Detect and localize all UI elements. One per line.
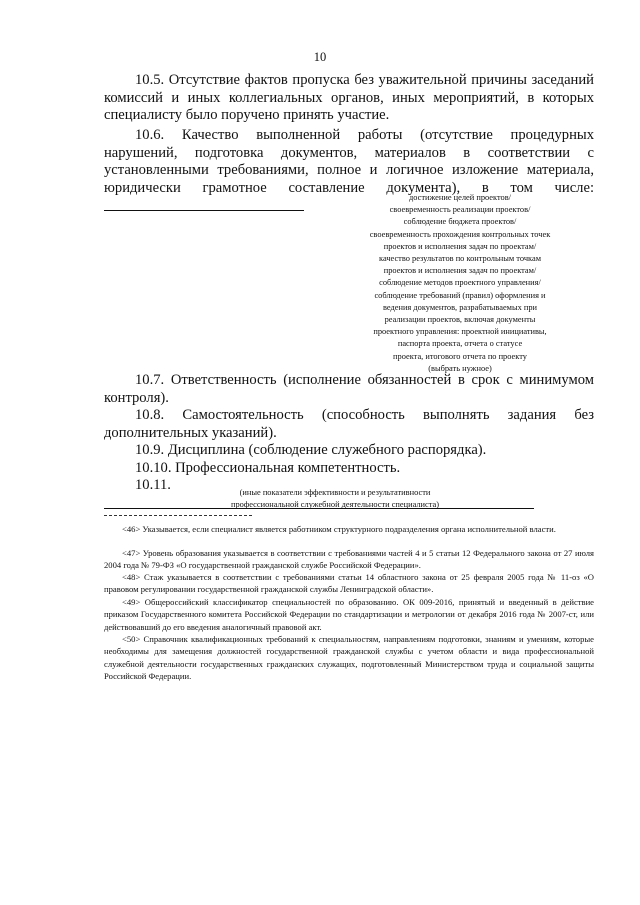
paragraph-10-8-text: 10.8. Самостоятельность (способность выполнять задания без дополнительных указаний). — [104, 407, 594, 441]
footnote-48: <48> Стаж указывается в соответствии с требованиями статьи 14 областного закона от 25 февраля 2005 года № 11-оз «О правовом регулировании государственной гражданской службы Ленинградской области». — [104, 572, 594, 595]
note-line: профессиональной служебной деятельности специалиста) — [230, 500, 440, 510]
paragraph-10-9-text: 10.9. Дисциплина (соблюдение служебного распорядка). — [135, 442, 487, 458]
note-line: ведения документов, разрабатываемых при — [382, 302, 538, 312]
fill-in-blank — [104, 197, 304, 211]
paragraph-10-6-body: 10.6. Качество выполненной работы (отсутствие процедурных нарушений, подготовка документов, материалов в соответствии с установленными требованиями, полное и логичное изложение материала, юридически грамотное составление документа), в том числе: — [104, 127, 594, 196]
other-indicators-note — [170, 487, 500, 511]
paragraph-10-8 — [104, 407, 594, 442]
note-line: своевременность реализации проектов/ — [389, 205, 531, 215]
paragraph-10-10-text: 10.10. Профессиональная компетентность. — [135, 460, 401, 476]
note-line: достижение целей проектов/ — [408, 193, 511, 202]
note-line: соблюдение методов проектного управления/ — [379, 278, 541, 288]
note-line: соблюдение требований (правил) оформления и — [374, 290, 546, 300]
quality-options-note — [330, 192, 590, 375]
paragraph-10-7 — [104, 372, 594, 407]
paragraph-10-5-text: 10.5. Отсутствие фактов пропуска без уважительной причины заседаний комиссий и иных коллегиальных органов, иных мероприятий, в которых специалисту было поручено принять участие. — [104, 72, 594, 123]
paragraph-10-7-text: 10.7. Ответственность (исполнение обязанностей в срок с минимумом контроля). — [104, 372, 594, 406]
footnote-separator — [104, 515, 252, 516]
note-line: (иные показатели эффективности и результативности — [239, 488, 431, 497]
paragraph-10-10 — [104, 460, 594, 478]
note-line: проекта, итогового отчета по проекту — [393, 351, 527, 361]
footnote-47: <47> Уровень образования указывается в соответствии с требованиями частей 4 и 5 статьи 12 Федерального закона от 27 июля 2004 года № 79-ФЗ «О государственной гражданской службе Российской Федерации». — [104, 548, 594, 571]
footnote-50: <50> Справочник квалификационных требований к специальностям, направлениям подготовки, знаниям и умениям, которые необходимы для замещения должностей государственной гражданской службы с учетом области и вида профессиональной служебной деятельности государственных гражданских служащих, подготовленный Министерством труда и социальной защиты Российской Федерации. — [104, 634, 594, 682]
footnote-49: <49> Общероссийский классификатор специальностей по образованию. ОК 009-2016, принятый и введенный в действие приказом Государственного комитета Российской Федерации по стандартизации и метрологии от декабря 2016 года № 2007-ст, или действовавший до его введения аналогичный правовой акт. — [104, 597, 594, 632]
note-line: (выбрать нужное) — [428, 363, 492, 373]
note-line: соблюдение бюджета проектов/ — [403, 217, 517, 227]
paragraph-10-5 — [104, 72, 594, 125]
paragraph-10-9 — [104, 442, 594, 460]
note-line: проектного управления: проектной инициативы, — [373, 327, 547, 337]
page-number: 10 — [313, 50, 327, 64]
note-line: качество результатов по контрольным точкам — [379, 254, 541, 264]
footnote-46: <46> Указывается, если специалист является работником структурного подразделения органа исполнительной власти. — [122, 524, 556, 534]
paragraph-10-11-label: 10.11. — [135, 477, 171, 493]
note-line: реализации проектов, включая документы — [384, 315, 536, 325]
note-line: проектов и исполнения задач по проектам/ — [383, 241, 537, 251]
note-line: своевременность прохождения контрольных точек — [369, 229, 551, 239]
note-line: проектов и исполнения задач по проектам/ — [383, 266, 537, 276]
note-line: паспорта проекта, отчета о статусе — [397, 339, 523, 349]
